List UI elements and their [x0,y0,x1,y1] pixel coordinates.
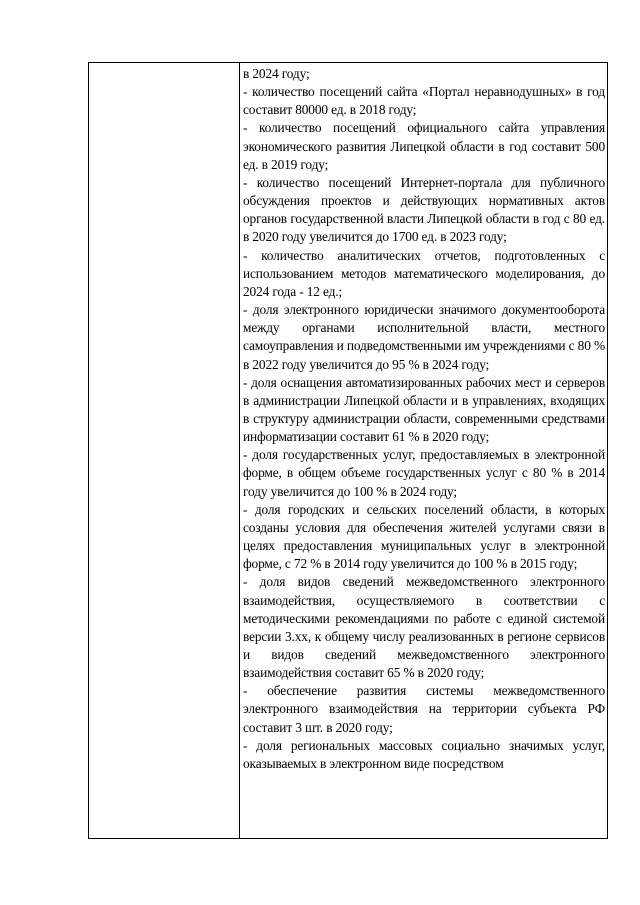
paragraph: - доля городских и сельских поселений области, в которых созданы условия для обеспечения жителей услугами связи в целях предоставления муниципальных услуг в электронной форме, с 72 % в 2014 году увеличится до 100 % в 2015 году; [243,501,605,572]
document-table [88,62,608,839]
paragraph: - количество посещений сайта «Портал неравнодушных» в год составит 80000 ед. в 2018 году; [243,84,605,118]
paragraph: - количество посещений официального сайта управления экономического развития Липецкой области в год составит 500 ед. в 2019 году; [243,120,605,172]
paragraph: - доля государственных услуг, предоставляемых в электронной форме, в общем объеме государственных услуг с 80 % в 2014 году увеличится до 100 % в 2024 году; [243,447,605,499]
paragraph: - доля электронного юридически значимого документооборота между органами исполнительной власти, местного самоуправления и подведомственными им учреждениями с 80 % в 2022 году увеличится до 95 % в 2024 году; [243,302,605,372]
paragraph: - доля оснащения автоматизированных рабочих мест и серверов в администрации Липецкой области и в управлениях, входящих в структуру администрации области, современными средствами информатизации составит 61 % в 2020 году; [243,374,605,445]
paragraph: - количество посещений Интернет-портала для публичного обсуждения проектов и действующих нормативных актов органов государственной власти Липецкой области в год с 80 ед. в 2020 году увеличится до 1700 ед. в 2023 году; [243,174,605,245]
paragraph: - обеспечение развития системы межведомственного электронного взаимодействия на территории субъекта РФ составит 3 шт. в 2020 году; [243,683,605,735]
paragraph: - доля видов сведений межведомственного электронного взаимодействия, осуществляемого в соответствии с методическими рекомендациями по работе с единой системой версии 3.хх, к общему числу реализованных в регионе сервисов и видов сведений межведомственного электронного взаимодействия составит 65 % в 2020 году; [243,574,605,681]
paragraph: - количество аналитических отчетов, подготовленных с использованием методов математического моделирования, до 2024 года - 12 ед.; [243,247,605,299]
paragraph: в 2024 году; [243,66,310,81]
paragraph: - доля региональных массовых социально значимых услуг, оказываемых в электронном виде посредством [243,737,605,771]
table-right-cell [240,63,607,838]
table-left-cell [89,63,240,838]
